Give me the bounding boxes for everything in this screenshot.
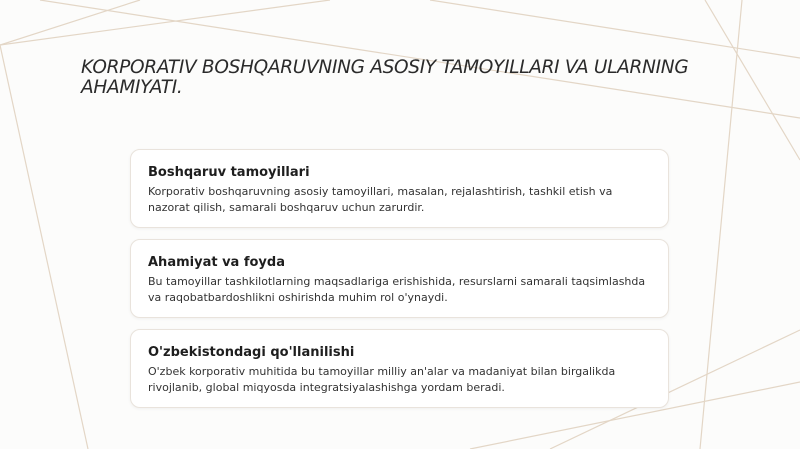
decor-line: [0, 45, 88, 449]
card-heading: O'zbekistondagi qo'llanilishi: [148, 345, 355, 360]
card-boshqaruv-tamoyillari: [130, 149, 669, 228]
decor-line: [0, 0, 330, 45]
card-text: O'zbek korporativ muhitida bu tamoyillar milliy an'alar va madaniyat bilan birgalikda rivojlanib, global miqyosda integratsiyalashishga yordam beradi.: [148, 365, 616, 394]
card-heading: Boshqaruv tamoyillari: [148, 165, 310, 180]
card-ahamiyat-va-foyda: [130, 239, 669, 318]
card-ozbekistondagi-qollanilishi: [130, 329, 669, 408]
decor-line: [0, 0, 140, 45]
card-text: Bu tamoyillar tashkilotlarning maqsadlariga erishishida, resurslarni samarali taqsimlashda va raqobatbardoshlikni oshirishda muhim rol o'ynaydi.: [148, 275, 646, 304]
card-text: Korporativ boshqaruvning asosiy tamoyillari, masalan, rejalashtirish, tashkil etish va nazorat qilish, samarali boshqaruv uchun zarurdir.: [148, 185, 613, 214]
slide-title: KORPORATIV BOSHQARUVNING ASOSIY TAMOYILLARI VA ULARNING AHAMIYATI.: [81, 57, 689, 98]
decor-line: [430, 0, 800, 58]
card-heading: Ahamiyat va foyda: [148, 255, 285, 270]
